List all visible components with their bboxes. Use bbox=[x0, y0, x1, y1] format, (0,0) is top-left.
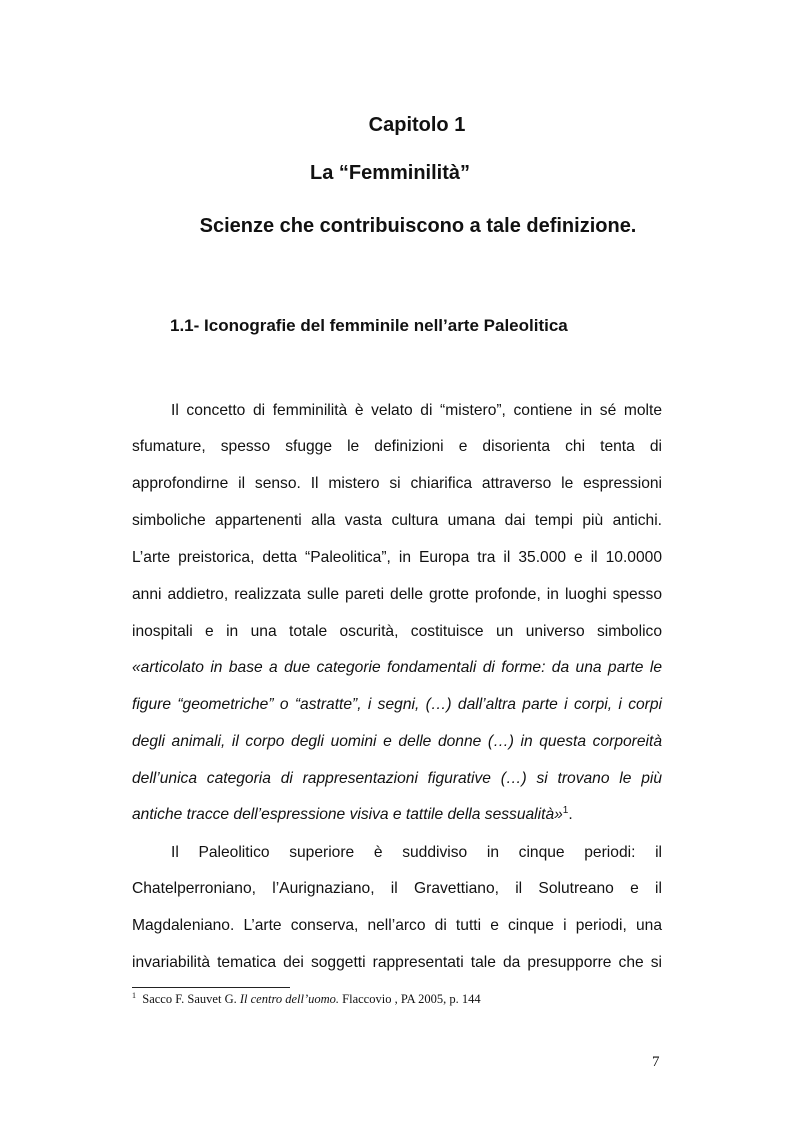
chapter-number: Capitolo 1 bbox=[368, 114, 466, 136]
section-heading: 1.1- Iconografie del femminile nell’arte Paleolitica bbox=[170, 316, 568, 335]
quote-line: figure “geometriche” o “astratte”, i segni, (…) dall’altra parte i corpi, i corpi bbox=[132, 696, 662, 713]
footnote-marker: 1 bbox=[132, 990, 136, 1000]
paragraph-line: sfumature, spesso sfugge le definizioni e disorienta chi tenta di bbox=[132, 438, 662, 455]
quote-line: degli animali, il corpo degli uomini e delle donne (…) in questa corporeità bbox=[132, 733, 662, 750]
paragraph-line: Il Paleolitico superiore è suddiviso in cinque periodi: il bbox=[171, 844, 662, 861]
chapter-title: La “Femminilità” bbox=[309, 162, 471, 184]
paragraph-line: Chatelperroniano, l’Aurignaziano, il Gravettiano, il Solutreano e il bbox=[132, 880, 662, 897]
chapter-subtitle: Scienze che contribuiscono a tale definizione. bbox=[199, 215, 637, 237]
footnote-authors: Sacco F. Sauvet G. bbox=[142, 992, 237, 1006]
footnote-book-title: Il centro dell’uomo. bbox=[239, 992, 340, 1006]
paragraph-line: anni addietro, realizzata sulle pareti delle grotte profonde, in luoghi spesso bbox=[132, 586, 662, 603]
footnote-reference[interactable]: 1 bbox=[562, 804, 569, 816]
quote-last-line bbox=[132, 804, 662, 826]
footnote bbox=[132, 992, 662, 1007]
quote-line: «articolato in base a due categorie fondamentali di forme: da una parte le bbox=[132, 659, 662, 676]
quote-line: dell’unica categoria di rappresentazioni figurative (…) si trovano le più bbox=[132, 770, 662, 787]
paragraph-line: approfondirne il senso. Il mistero si chiarifica attraverso le espressioni bbox=[132, 475, 662, 492]
footnote-publisher: Flaccovio , PA 2005, p. 144 bbox=[342, 992, 481, 1006]
paragraph-line: invariabilità tematica dei soggetti rappresentati tale da presupporre che si bbox=[132, 954, 662, 971]
paragraph-line: L’arte preistorica, detta “Paleolitica”, in Europa tra il 35.000 e il 10.0000 bbox=[132, 549, 662, 566]
footnote-separator bbox=[132, 987, 290, 988]
quote-end-punctuation: . bbox=[568, 806, 573, 823]
paragraph-line: Il concetto di femminilità è velato di “mistero”, contiene in sé molte bbox=[171, 402, 662, 419]
paragraph-line: inospitali e in una totale oscurità, costituisce un universo simbolico bbox=[132, 623, 662, 640]
quote-last-text: antiche tracce dell’espressione visiva e tattile della sessualità» bbox=[132, 806, 563, 823]
page-number: 7 bbox=[652, 1054, 660, 1070]
paragraph-line: simboliche appartenenti alla vasta cultura umana dai tempi più antichi. bbox=[132, 512, 662, 529]
paragraph-line: Magdaleniano. L’arte conserva, nell’arco di tutti e cinque i periodi, una bbox=[132, 917, 662, 934]
